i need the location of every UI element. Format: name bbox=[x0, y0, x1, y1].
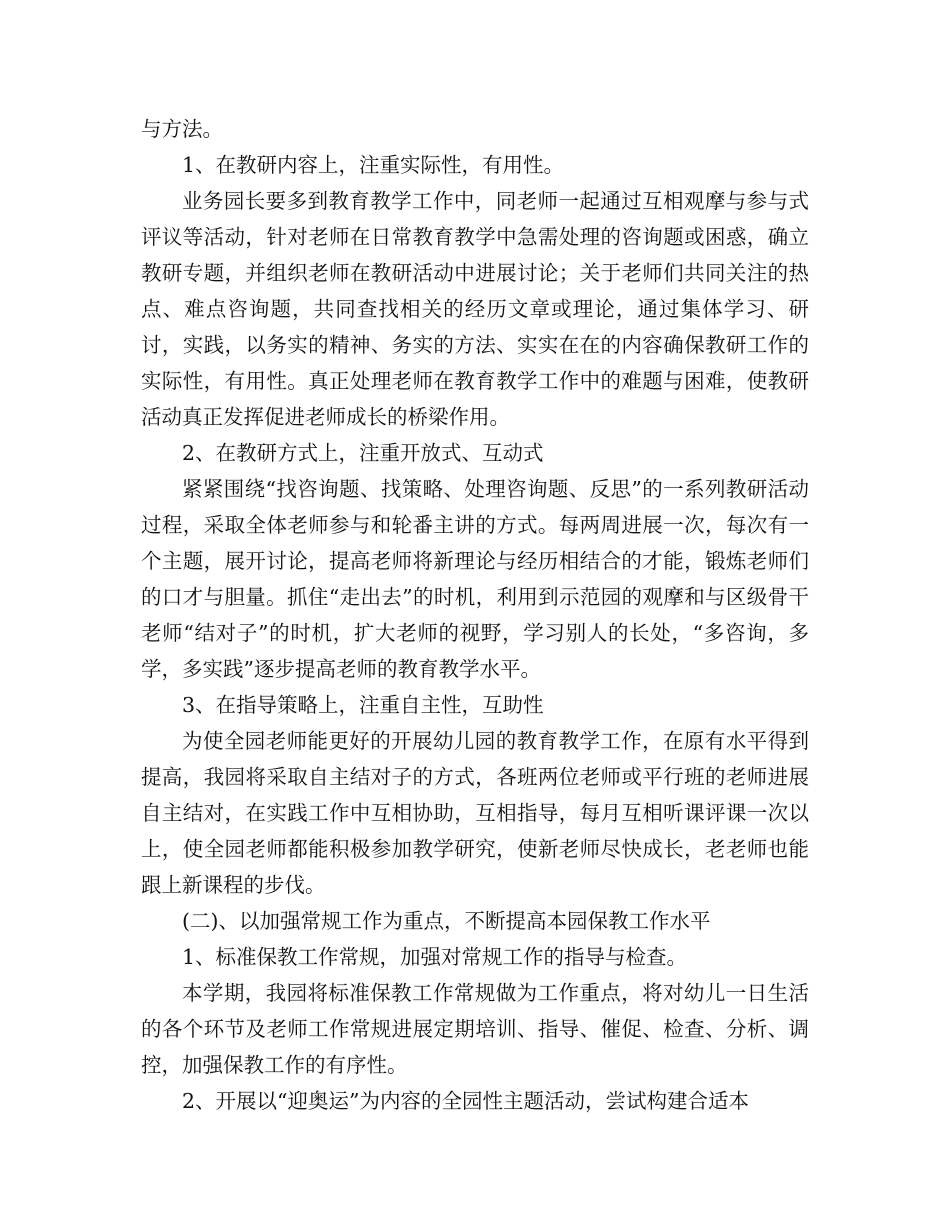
document-page bbox=[141, 111, 809, 1119]
paragraph: 2、开展以“迎奥运”为内容的全园性主题活动，尝试构建合适本 bbox=[182, 1089, 750, 1113]
section-heading: 1、在教研内容上，注重实际性，有用性。 bbox=[182, 153, 565, 177]
paragraph: 本学期，我园将标准保教工作常规做为工作重点，将对幼儿一日生活的各个环节及老师工作常规进展定期培训、指导、催促、检查、分析、调控，加强保教工作的有序性。 bbox=[141, 981, 809, 1077]
section-heading: (二)、以加强常规工作为重点，不断提高本园保教工作水平 bbox=[182, 909, 711, 933]
paragraph: 与方法。 bbox=[141, 117, 223, 141]
section-heading: 2、在教研方式上，注重开放式、互动式 bbox=[182, 441, 544, 465]
section-heading: 1、标准保教工作常规，加强对常规工作的指导与检查。 bbox=[182, 945, 688, 969]
paragraph: 业务园长要多到教育教学工作中，同老师一起通过互相观摩与参与式评议等活动，针对老师在日常教育教学中急需处理的咨询题或困惑，确立教研专题，并组织老师在教研活动中进展讨论；关于老师们共同关注的热点、难点咨询题，共同查找相关的经历文章或理论，通过集体学习、研讨，实践，以务实的精神、务实的方法、实实在在的内容确保教研工作的实际性，有用性。真正处理老师在教育教学工作中的难题与困难，使教研活动真正发挥促进老师成长的桥梁作用。 bbox=[141, 189, 809, 429]
section-heading: 3、在指导策略上，注重自主性，互助性 bbox=[182, 693, 544, 717]
paragraph: 紧紧围绕“找咨询题、找策略、处理咨询题、反思”的一系列教研活动过程，采取全体老师参与和轮番主讲的方式。每两周进展一次，每次有一个主题，展开讨论，提高老师将新理论与经历相结合的才能，锻炼老师们的口才与胆量。抓住“走出去”的时机，利用到示范园的观摩和与区级骨干老师“结对子”的时机，扩大老师的视野，学习别人的长处，“多咨询，多学，多实践”逐步提高老师的教育教学水平。 bbox=[141, 477, 809, 681]
paragraph: 为使全园老师能更好的开展幼儿园的教育教学工作，在原有水平得到提高，我园将采取自主结对子的方式，各班两位老师或平行班的老师进展自主结对，在实践工作中互相协助，互相指导，每月互相听课评课一次以上，使全园老师都能积极参加教学研究，使新老师尽快成长，老老师也能跟上新课程的步伐。 bbox=[141, 729, 809, 897]
